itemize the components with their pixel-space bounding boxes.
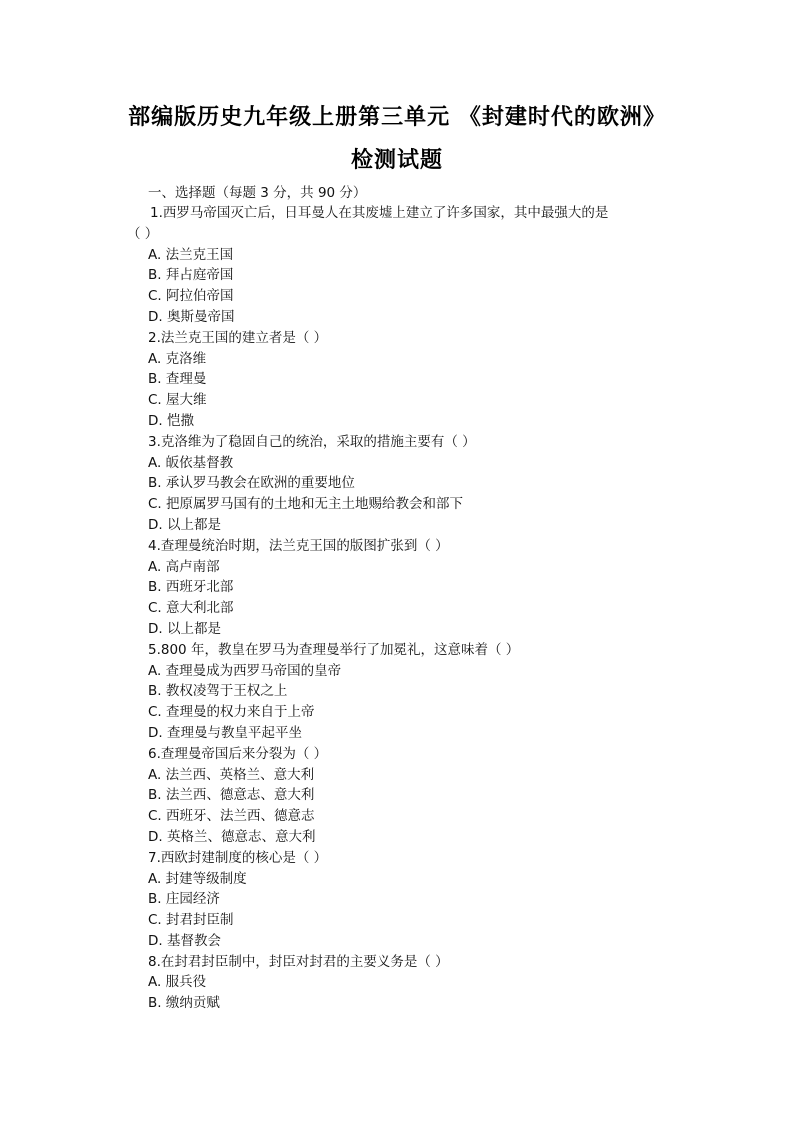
question-7-option-d: D. 基督教会 (148, 932, 221, 949)
question-list (0, 203, 794, 1014)
question-2-option-b: B. 查理曼 (148, 371, 207, 388)
question-1-stem: 1.西罗马帝国灭亡后，日耳曼人在其废墟上建立了许多国家，其中最强大的是 (150, 205, 609, 221)
question-7-stem: 7.西欧封建制度的核心是（ ） (148, 849, 328, 866)
question-2-option-d: D. 恺撒 (148, 412, 194, 429)
question-6-option-d: D. 英格兰、德意志、意大利 (148, 828, 316, 845)
question-4-option-b: B. 西班牙北部 (148, 579, 234, 596)
question-3-stem: 3.克洛维为了稳固自己的统治，采取的措施主要有（ ） (148, 433, 476, 450)
question-4-option-a: A. 高卢南部 (148, 558, 220, 575)
question-7-option-a: A. 封建等级制度 (148, 870, 247, 887)
question-2-option-a: A. 克洛维 (148, 350, 207, 367)
question-4-stem: 4.查理曼统治时期，法兰克王国的版图扩张到（ ） (148, 537, 449, 554)
question-1-option-c: C. 阿拉伯帝国 (148, 288, 234, 305)
question-3-option-a: A. 皈依基督教 (148, 454, 234, 471)
section-heading: 一、选择题（每题 3 分，共 90 分） (148, 185, 367, 201)
question-6-option-b: B. 法兰西、德意志、意大利 (148, 787, 315, 804)
question-5-option-c: C. 查理曼的权力来自于上帝 (148, 704, 315, 721)
question-7-option-b: B. 庄园经济 (148, 891, 220, 908)
question-5-option-a: A. 查理曼成为西罗马帝国的皇帝 (148, 662, 342, 679)
question-8-stem: 8.在封君封臣制中，封臣对封君的主要义务是（ ） (148, 953, 449, 970)
question-3-option-c: C. 把原属罗马国有的土地和无主土地赐给教会和部下 (148, 496, 464, 513)
document-title: 部编版历史九年级上册第三单元 《封建时代的欧洲》 (128, 105, 666, 130)
question-1-option-b: B. 拜占庭帝国 (148, 267, 234, 284)
question-1-option-d: D. 奥斯曼帝国 (148, 308, 235, 325)
question-1-stem-continued: （ ） (127, 225, 159, 242)
question-3-option-d: D. 以上都是 (148, 516, 221, 533)
document-subtitle: 检测试题 (350, 148, 443, 173)
question-8-option-b: B. 缴纳贡赋 (148, 995, 220, 1012)
question-8-option-a: A. 服兵役 (148, 974, 207, 991)
question-1-option-a: A. 法兰克王国 (148, 246, 234, 263)
question-6-option-a: A. 法兰西、英格兰、意大利 (148, 766, 315, 783)
question-4-option-c: C. 意大利北部 (148, 600, 234, 617)
question-5-stem: 5.800 年，教皇在罗马为查理曼举行了加冕礼，这意味着（ ） (148, 641, 520, 658)
question-3-option-b: B. 承认罗马教会在欧洲的重要地位 (148, 475, 355, 492)
question-5-option-d: D. 查理曼与教皇平起平坐 (148, 724, 302, 741)
question-2-stem: 2.法兰克王国的建立者是（ ） (148, 329, 328, 346)
question-7-option-c: C. 封君封臣制 (148, 912, 234, 929)
question-6-option-c: C. 西班牙、法兰西、德意志 (148, 808, 315, 825)
question-2-option-c: C. 屋大维 (148, 392, 207, 409)
question-6-stem: 6.查理曼帝国后来分裂为（ ） (148, 745, 328, 762)
question-4-option-d: D. 以上都是 (148, 620, 221, 637)
question-5-option-b: B. 教权凌驾于王权之上 (148, 683, 288, 700)
